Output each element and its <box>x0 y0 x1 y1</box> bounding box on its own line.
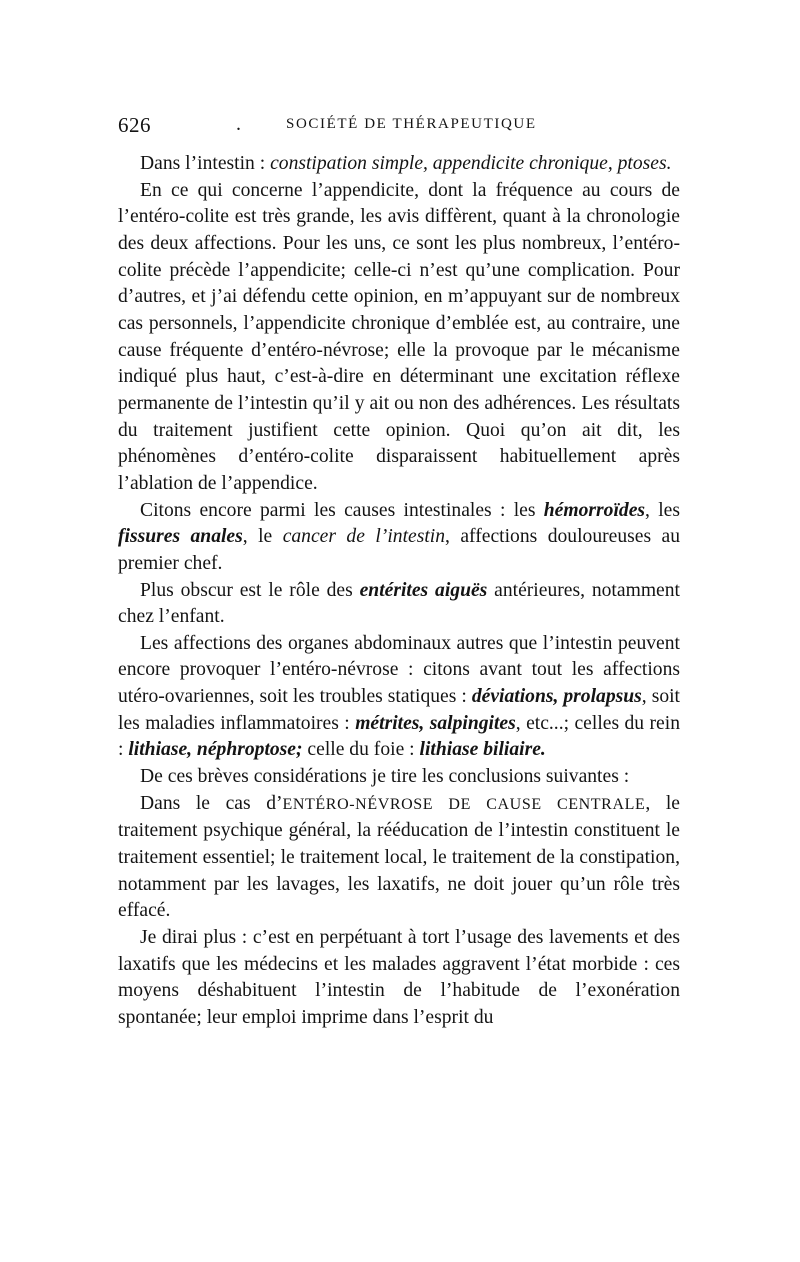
italic-lithiase-biliaire: lithiase biliaire. <box>419 739 546 761</box>
paragraph-appendicite <box>118 178 680 498</box>
italic-causes: constipation simple, appendicite chronique, ptoses. <box>270 153 672 174</box>
italic-hemorroides: hémorroïdes <box>543 499 646 521</box>
italic-deviations: déviations, prolapsus <box>471 686 642 708</box>
text-run: De ces brèves considérations je tire les conclusions suivantes : <box>140 766 630 788</box>
text-run: celle du foie : <box>302 739 420 761</box>
running-title: SOCIÉTÉ DE THÉRAPEUTIQUE <box>286 116 537 132</box>
text-run: , les <box>645 499 680 521</box>
paragraph-organes-abdominaux <box>118 631 680 764</box>
text-run: , affections douloureuses au premier chef. <box>118 526 681 574</box>
paragraph-intestin <box>118 151 680 178</box>
text-run: , le traitement psychique général, la rééducation de l’intestin constituent le traitement essentiel; le traitement local, le traitement de la constipation, notamment par les lavages, les laxatifs, ne doit jouer qu’un rôle très effacé. <box>118 792 680 922</box>
paragraph-causes-intestinales <box>118 498 680 578</box>
text-run: Dans l’intestin : <box>140 153 271 174</box>
text-run: Les affections des organes abdominaux autres que l’intestin peuvent encore provoquer l’entéro-névrose : citons avant tout les affections utéro-ovariennes, soit les troubles statiques : <box>118 632 680 708</box>
italic-fissures: fissures anales <box>118 526 243 548</box>
italic-metrites: métrites, salpingites <box>355 712 516 734</box>
page-number: 626 <box>118 113 151 137</box>
text-run: , soit les maladies inflammatoires : <box>118 686 680 734</box>
text-run: , etc...; celles du rein : <box>118 712 680 761</box>
header-dot: . <box>236 113 241 135</box>
body-text <box>118 151 680 1032</box>
text-run: Je dirai plus : c’est en perpétuant à tort l’usage des lavements et des laxatifs que les médecins et les malades aggravent l’état morbide : ces moyens déshabituent l’intestin de l’habitude de l’exonération spontanée; leur emploi imprime dans l’esprit du <box>118 927 680 1028</box>
italic-cancer: cancer de l’intestin <box>282 526 446 548</box>
paragraph-lavements <box>118 925 680 1032</box>
running-head <box>118 113 680 137</box>
smallcaps-enteronevrose: ENTÉRO-NÉVROSE DE CAUSE CENTRALE <box>282 795 646 813</box>
italic-enterites: entérites aiguës <box>359 579 488 601</box>
paragraph-cause-centrale <box>118 791 680 925</box>
paragraph-conclusions <box>118 764 680 791</box>
text-run: En ce qui concerne l’appendicite, dont la fréquence au cours de l’entéro-colite est très grande, les avis diffèrent, quant à la chronologie des deux affections. Pour les uns, ce sont les plus nombreux, l’entéro-colite précède l’appendicite; celle-ci n’est qu’une complication. Pour d’autres, et j’ai défendu cette opinion, en m’appuyant sur de nombreux cas personnels, l’appendicite chronique d’emblée est, au contraire, une cause fréquente d’entéro-névrose; elle la provoque par le mécanisme indiqué plus haut, c’est-à-dire en déterminant une excitation réflexe permanente de l’intestin qu’il y ait ou non des adhérences. Les résultats du traitement justifient cette opinion. Quoi qu’on ait dit, les phénomènes d’entéro-colite disparaissent habituellement après l’ablation de l’appendice. <box>118 179 680 494</box>
paragraph-enterites <box>118 578 680 631</box>
text-run: antérieures, notamment chez l’enfant. <box>118 579 680 628</box>
text-run: Plus obscur est le rôle des <box>140 579 360 601</box>
italic-lithiase-rein: lithiase, néphroptose; <box>128 739 303 761</box>
text-run: , le <box>242 526 283 548</box>
text-run: Dans le cas d’ <box>140 792 283 814</box>
text-run: Citons encore parmi les causes intestinales : les <box>140 499 544 521</box>
